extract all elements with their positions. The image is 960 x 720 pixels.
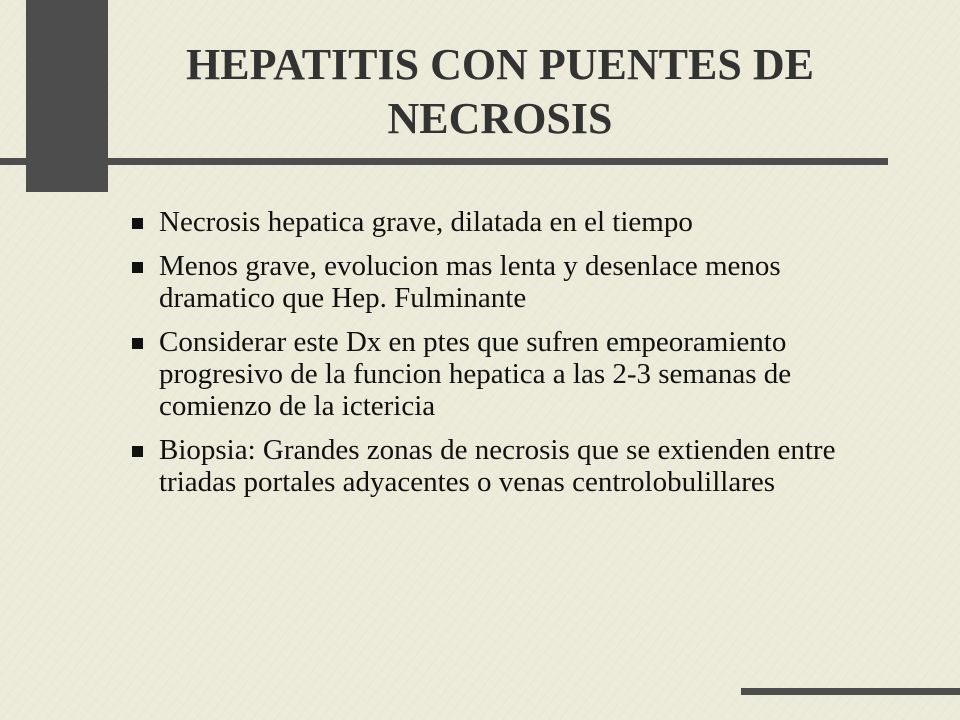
square-bullet-icon xyxy=(132,218,143,229)
slide-title-line-1: HEPATITIS CON PUENTES DE xyxy=(186,40,814,89)
bullet-text: Biopsia: Grandes zonas de necrosis que se extienden entre triadas portales adyacentes o venas centrolobulillares xyxy=(159,434,836,498)
bullet-text: Menos grave, evolucion mas lenta y desenlace menos dramatico que Hep. Fulminante xyxy=(159,250,781,314)
square-bullet-icon xyxy=(132,338,143,349)
bullet-item xyxy=(130,250,860,314)
bullet-item xyxy=(130,206,860,238)
bullet-list xyxy=(130,206,860,510)
footer-accent-rule xyxy=(741,688,960,695)
slide-title xyxy=(115,38,885,146)
bullet-text: Considerar este Dx en ptes que sufren empeoramiento progresivo de la funcion hepatica a las 2-3 semanas de comienzo de la ictericia xyxy=(159,326,792,422)
square-bullet-icon xyxy=(132,446,143,457)
slide-title-line-2: NECROSIS xyxy=(387,94,613,143)
bullet-item xyxy=(130,434,860,498)
title-underline-rule xyxy=(0,158,888,165)
bullet-item xyxy=(130,326,860,422)
bullet-text: Necrosis hepatica grave, dilatada en el tiempo xyxy=(159,206,693,238)
square-bullet-icon xyxy=(132,262,143,273)
